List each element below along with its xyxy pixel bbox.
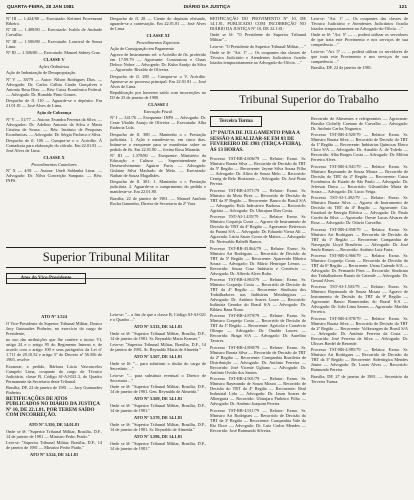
- section-heading: ATO Nº 3.533, DE 14.1.81: [133, 324, 183, 329]
- column-5: [6, 312, 102, 496]
- paragraph: Onde se lê: "O Presidente do Superior Tribunal Militar"...: [210, 32, 306, 43]
- bold-heading: 17ª PAUTA DE JULGAMENTO PARA A SESSÃO A REALIZAR-SE EM 03 DE FEVEREIRO DE 1981 (TERÇA-FEIRA), ÀS 13 HORAS.: [210, 130, 302, 153]
- section-heading: ATO Nº 3.524, DE 14.1.81: [29, 452, 79, 458]
- paragraph: Onde se lê: "Art. 5º — ... poderá utilizar os servidores de que trata este Provimento e nos serviços de sua competência ...": [311, 32, 408, 48]
- paragraph: O Vice-Presidente do Superior Tribunal Militar, Doutor Jacy Guimarães Pinheiro, no exercício do cargo de Presidente,: [6, 321, 102, 336]
- paragraph: Leia-se: "Art. 1º — Os ocupantes das classes de Técnico Judiciário e Atendentes Judiciários ficarão lotados temporariamente no Advogado-do-Oficio. ...": [311, 16, 408, 31]
- paragraph: Leia-se: "... para substituir eventual o Diretor de Secretaria ...": [110, 372, 206, 383]
- paragraph: Processo TST-RR-4.871/79 — Relator: Exmo. Sr. Ministro da Mota Pires — Recorrido de Decisão do TRT da 8ª Região — Recorrente: Banco do Brasil S/A — Advogado: Eulo Indicativo Barbosa — Recorrido: Agrária — Advogado: Dr. Ubirajara Dias Costa.: [210, 187, 306, 213]
- paragraph: Processo TST-RR-4.941/79 — Relator: Exmo. Sr. Ministro Raymundo de Souza Moura — Recorrido de Decisão do TRT da 2ª Região — Recorrente: Caixa Econômica do Estado de São Paulo — Advogado: Dr. Jeferson Dutra — Recorrido: Gilvanildes Maria de Souza — Advogado: Dr. Lucio Veiga.: [311, 163, 408, 194]
- section-subheading: Execução Fiscal: [143, 109, 173, 115]
- section-subtitle-stm: Atos do Vice-Presidente: [6, 273, 86, 284]
- section-heading: ATO Nº 3.567, DE 14.1.81: [133, 354, 183, 360]
- column-6: [110, 312, 206, 496]
- page-header: [6, 4, 408, 14]
- paragraph: Processo TST-RR-4.863/79 — Relator: Exmo. Sr. Ministro Coqueijo Costa — Recorrido de Decisão do TRT da 4ª Região — Recorrente: Sindicato dos Trabalhadores nas Indústrias Metalúrgicas — Advogado: Dr. Antônio Soares Loure — Recorrido: Indústria Gerador do Brasil S/A — Advogado: Dr. Rildaw Rana Nono.: [210, 276, 306, 312]
- section-heading: CLASSE I: [148, 102, 168, 108]
- paragraph: Processo TST-RR-4.958/79 — Relator: Exmo. Sr. Ministro Ari Rodrigues — Recorrido de Decisão do TRT da 1ª Região — Recorrente: Companhia de Navegação Lloyd Brasileiro — Advogado: Dr. José Saulo Ramos — Recorrido: Antônio Luiz Faria.: [311, 226, 408, 252]
- newspaper-page: [6, 4, 408, 496]
- paragraph: Nº III — 1.378/80 — Exequente: Ministério da Educação e Cultura — Superintendente de Desenvolvimento: Aguirre Faria. — Advogado: Gislaine Silva Machado de Melo. — Executado: Nathan de Souza Magalhães.: [110, 152, 206, 178]
- paragraph: Leia-se: "O Presidente do Superior Tribunal Militar, ...": [210, 43, 306, 49]
- paragraph: Onde se lê: "Superior Tribunal Militar, Brasília, D.F., 14 de janeiro de 1981.": [110, 403, 206, 414]
- paragraph: Republicação por haverem saído com incorreções no DJ de 23 de janeiro de 1980.: [110, 90, 206, 101]
- paragraph: Onde se lê: "Superior Tribunal Militar, Brasília, D.F., 14 de janeiro de 1981. Sr. Reynaldo Maria Kramer.": [110, 331, 206, 341]
- section-subtitle-bar: [6, 273, 206, 283]
- section-subheading: Procedimentos Especiais: [136, 40, 180, 45]
- section-subtitle-tst: Terceira Turma: [210, 116, 262, 127]
- paragraph: Processo TST-RR-4.901/79 — Relator: Exmo. Sr. Ministro Raymundo de Souza Moura — Recorrido de Decisão do TRT da 4ª Região — Recorrente: Real Industrial Ltda — Advogado: Dr. Jason Soares de Albergaria — Recorrido: Ubirajara Pinheiro Filho — Advogado: Dr. Antônio Joaquim Pereira.: [210, 376, 306, 407]
- section-heading: ATO Nº 3.570, DE 14.1.81: [133, 415, 183, 421]
- paragraph: Processo TST-RR-4.985/79 — Relator: Exmo. Sr. Ministro Ari Rodrigues — Recorrido de Decisão do TRT da 3ª Região — Recorrente: Siderúrgica Mendes Júnior — Advogado: Dr. Lucas Alves — Recorrido: Raimundo Pereira.: [311, 347, 408, 373]
- paragraph: RETIFICAÇÃO DO PROVIMENTO Nº 10, DE 14.1.81, PUBLICADO COM INCORREÇÃO NO DIÁRIO DA JUSTIÇA Nº 10, DE 22.1.81:: [210, 16, 306, 31]
- section-heading: ATO Nº 3.569, DE 14.1.81: [133, 396, 183, 402]
- paragraph: Despacho de fl. 381: 1. Mantenho o r. Prestação judiciária. 2. Aguarde-se o cumprimento do pedido e manifeste-se. Em 22.01.80.: [110, 179, 206, 195]
- paragraph: Agravo de Instrumento ref. a Acórdão de fls. proferido em 17.09.79 — Agravante: Construtora e Chaas Deloco Nobre — Advogado: Dr. Kuhn Araújo da Silva — Agravado: Rivaldo de Oliveira.: [110, 52, 206, 73]
- paragraph: Despacho de fl. 28 — Ciente do depósito efetuado, aguarde-se a contestação. Em 22.01.81 — José Alves de Lima.: [110, 16, 206, 31]
- column-1: [6, 16, 102, 242]
- paragraph: Onde se lê: "Superior Tribunal Militar, Brasília, D.F., 14 de janeiro de 1981 — Ministro Pedro Prado.": [6, 428, 102, 439]
- paragraph: Processo TST-RR-4.966/79 — Relator: Exmo. Sr. Ministro Coqueijo Costa — Recorrido de Decisão do TRT da 6ª Região — Recorrente: Usina Catende S/A — Advogado: Dr. Fernando Pires — Recorrido: Sindicato dos Trabalhadores Rurais de Catende — Advogado: Dr. Gesual Alves.: [311, 252, 408, 283]
- paragraph: Leia-se: "Superior Tribunal Militar, Brasília, D.F., 14 de janeiro de 1981. Sr. Reynaldo Maria de Almeida.": [110, 342, 206, 353]
- bold-heading: RETIFICAÇÕES DE ATOS PUBLICADOS NO DIÁRIO DA JUSTIÇA Nº 10, DE 22.1.81, POR TEREM SAÍDO COM INCORREÇÃO.: [6, 395, 100, 419]
- paragraph: Processo TST-RR-4.920/79 — Relator: Exmo. Sr. Ministro Barata Silva — Recorrido de Decisão do TRT da 1ª Região — Recorrente: Indústrias Químicas Eletro Cloro S/A — Advogado: Dr. Arnaldo A. de Toledo — Recorrido: Alba Borges Costa — Advogado: Dr. Milton Ferreira Alves.: [311, 132, 408, 163]
- column-7: [210, 130, 306, 496]
- paragraph: Brasília, DF, 22 de janeiro de 1981.: [311, 65, 373, 71]
- paragraph: Nº I — 341/76 — Exequente: INPS — Advogado: Dr. Cesar Ubaldo Araujo de Oliveira — Executada: Alba Estância Ltda.: [110, 115, 206, 131]
- paragraph: Nº III — 1.506/80 — Executado: Lourival de Sousa Lima.: [6, 38, 102, 49]
- paragraph: Onde se lê: "Art. 1º — Os ocupantes das classes de Técnico Judiciário e Atendentes Judiciários ficarão lotados temporariamente no Advogado-do-Oficio. ...": [210, 50, 306, 66]
- paragraph: Nº III — 1.306/80 — Executado: Manoel Sidney Cruz.: [6, 50, 101, 56]
- column-3: [210, 16, 306, 86]
- paragraph: Leia-se: "Superior Tribunal Militar, Brasília, D.F., 14 de janeiro de 1981 — Ministro Pedro Prado.": [6, 440, 102, 451]
- section-heading: ATO Nº 3.350, DE 14.01.81: [28, 421, 80, 427]
- paragraph: Despacho de fl. 280 — Cumpra-se o V. Acórdão. Apense-se ao processo principal. Em 22.01.81 — José Alves de Lima.: [110, 73, 206, 89]
- header-date: QUARTA-FEIRA, 28 JAN 1981: [7, 5, 75, 10]
- paragraph: Nº III — 1.488/80 — Executado: Ivaldo de Andrade Carvalho.: [6, 27, 102, 38]
- paragraph: Despacho de fl. 380 — Mantenho o r. Prestação judiciária. 1. Ação e manifeste-se, em cinco dias. Intime-se o exequente para se manifestar sobre ao pedido de fls. Em 22.01.80 — Jovina Rosa Miranda.: [110, 131, 206, 152]
- paragraph: Ação de Indenização de Desapropriação.: [6, 70, 77, 76]
- section-heading: CLASSE XI: [146, 33, 170, 38]
- paragraph: Brasília, DF, 27 de janeiro de 1981. — Secretário da Terceira Turma.: [311, 373, 408, 384]
- paragraph: Processo TST-RR-4.911/79 — Relator: Exmo. Sr. Ministro Ari Rodrigues — Recorrido de Decisão do TRT da 3ª Região — Recorrente: Companhia Vale do Rio Doce — Advogado: Dr. Luiz Carlos Mendes — Recorrido: José Raimundo Silveira.: [210, 407, 306, 433]
- column-2: [110, 16, 206, 242]
- section-heading: ATO Nº 3.524: [41, 314, 67, 319]
- paragraph: Despacho de fl. 110 — Aguarde-se o depósito. Em 21.01.81 — José Alves de Lima.: [6, 97, 102, 108]
- section-subheading: Procedimentos Cautelares: [31, 162, 77, 168]
- paragraph: Processo TST-RR-4.879/79 — Relator: Exmo. Sr. Ministro Coqueijo Costa — Recorrido de Decisão do TRT da 1ª Região — Recorrente: Agrícola e Comércio Olimpo — Advogado: Dr. Onaldo Loures — Recorrido: Braga S/A — Advogado: Dr. Aurelino Tavares.: [210, 313, 306, 344]
- paragraph: Brasília, DF, 22 de janeiro de 1981. — Jacy Guimarães Pinheiro.: [6, 385, 102, 396]
- paragraph: Onde se lê: "Superior Tribunal Militar, Brasília, D.F., 14 de janeiro de 1981. Gen. Reynaldo de Almeida.": [110, 384, 206, 395]
- header-page-number: 121: [398, 5, 407, 10]
- paragraph: Processo TST-AI-1.435/79 — Relator: Exmo. Sr. Ministro Coqueijo Costa — Agravo de Instrumento de Decisão do TRT da 4ª Região — Agravante: Refrescos do Paraná S/A — Advogado: Dr. Eduardo Vieira Alt — Agravado: Lúcia Sauro Coroo de Mattos — Advogado: Dr. Neriwaldo Baltelli Ramos.: [210, 214, 306, 245]
- section-heading: Ação de Cobrança: [36, 109, 72, 115]
- section-title-tst: Tribunal Superior do Trabalho: [210, 90, 408, 111]
- column-4: [311, 16, 408, 86]
- paragraph: Processo TST-RR-4.606/79 — Relator: Exmo. Sr. Ministro Barata Silva — Recorrido de Decisão do TRT da 5ª Região — Recorrente: Jayme Silva Souza Filho — Advogado: Dr. Alírio de Souza Melo — Recorrido: Cemig de Belo Horizonte — Advogado: Dr. José Pinto Pereira.: [210, 156, 306, 187]
- paragraph: Processo TST-AI-1.503/79 — Relator: Exmo. Sr. Ministro Raymundo de Souza Moura — Agravo de Instrumento de Decisão do TRT da 9ª Região — Agravante: Banco Bamerindus do Brasil S/A — Advogado: Dr. João Lima Santos — Agravado: Marilda Ferreira.: [311, 284, 408, 315]
- paragraph: Exonerar, a pedido, Bárbara Lúcia Vasconcelos Campelo Lima, ocupante do cargo de Técnico Judiciário, classe B, Código SJ-AJ-021.3, do Quadro Permanente da Secretaria deste Tribunal.: [6, 363, 102, 384]
- paragraph: Despacho de fl. 106 — Cumpra-se o v. Acórdão. À Contadoria para elaboração do cálculo. Em 22.01.81 — José Alves de Lima.: [6, 138, 102, 154]
- header-publication: DIÁRIO DA JUSTIÇA: [183, 5, 231, 10]
- paragraph: Nº V — 51/77 — Autora: Evandra Ferreira da Silva. — Advogados: Dr. Adelino Antonio da Silva e Maria Cristina de Sousa. — Réu: Instituto de Pesquisas Econômicas. — Advogado: Dr. Sérgio Pacheco e Silva.: [6, 116, 102, 137]
- paragraph: Onde se lê: "... para substituir o titular do cargo de Secretário ...": [110, 361, 206, 372]
- section-heading: ATO Nº 3.586, DE 14.1.81: [133, 434, 183, 440]
- section-heading: CLASSE V: [43, 57, 65, 63]
- paragraph: Processo TST-RR-43.864/79 — Relator: Exmo. Sr. Ministro Ari Rodrigues — Recorrido de Decisão do TRT da 5ª Região — Recorrente: Aparecido Ribeiro Souza — Advogado: Dr. Mário Henrique Lemos — Recorrido: Souza Cruz Indústria e Comércio — Advogado: Dr. Alfredo Alves Ruba.: [210, 245, 306, 276]
- section-heading: CLASSE X: [43, 155, 65, 161]
- paragraph: Ação de Consignação em Pagamento: [110, 46, 174, 51]
- paragraph: Nº V — 38/79 — Autor: Nilson Rodrigues Dias. — Advogado: Dr. Carlos Calbin Ciarão Gonçalves e Antonio Rosa Dias. — Réu: Caixa Econômica Federal. — Advogado: Dr. Ronaldo Pinto Gomes.: [6, 76, 102, 97]
- paragraph: Processo TST-AI-1.492/79 — Relator: Exmo. Sr. Ministro Barata Silva — Agravo de Instrumento de Decisão do TRT da 4ª Região — Agravante: Cia. Estadual de Energia Elétrica — Advogado: Dr. Paulo Corrêa da Silva — Agravado: Oreste Lucas Alvarez de Rosa — Advogado: Dr. Otávio Carvalho.: [311, 195, 408, 226]
- paragraph: Recorrido de Alimentos e refrigerantes — Agravante: Brasilia Cichelly Caetano de Carvalho — Advogado: Dr. Antônio Carlos Nogueira.: [311, 116, 408, 131]
- paragraph: Onde se lê: "Superior Tribunal Militar, Brasília, D.F., 14 de janeiro de 1981.": [110, 441, 206, 452]
- paragraph: Processo TST-RR-4.978/79 — Relator: Exmo. Sr. Ministro Barata Silva — Recorrido de Decisão do TRT da 2ª Região — Recorrente: Volkswagen do Brasil S/A — Advogado: Dr. Antônio Ferreira da Costa — Recorrido: José Ferreira da Silva — Advogado: Dr. Ulisses Riedel de Resende.: [311, 315, 408, 346]
- paragraph: Processo TST-RR-4.890/79 — Relator: Exmo. Sr. Ministro Barata Silva — Recorrido de Decisão do TRT da 2ª Região — Recorrente: Companhia Brasileira de Distribuição — Advogado: Dr. Antônio Ferreira — Recorrido: José Vicente Ugliano — Advogado: Dr. Antônio Ovídio dos Santos.: [210, 344, 306, 375]
- paragraph: Onde se lê: "Superior Tribunal Militar, Brasília, D.F., 14 de janeiro de 1981. Sr. Reynaldo de Almeida.": [110, 422, 206, 433]
- paragraph: no uso das atribuições que lhe confere o inciso VI, artigo 24 e o artigo 95 do Regimento Interno e, de acordo com o artigo 100 e seus parágrafos da Lei nº 1.711 de 28.10.52 e artigo 5º do Decreto nº 56.506 de 1965, resolve:: [6, 337, 102, 363]
- paragraph: Leia-se: "Art. 5º — ... poderá utilizar os servidores de que trata este Provimento e nos serviços de sua competência ...": [311, 48, 408, 64]
- paragraph: Brasília, 22 de janeiro de 1981. — Manoel Antônio Rocha Gamenbo, Diretor de Secretaria da 2ª Vara.: [110, 195, 206, 206]
- paragraph: Leia-se: "... a fim de que a classe B, Código SJ-AJ-021 e o Quadro ...": [110, 312, 206, 322]
- section-title-stm: Superior Tribunal Militar: [6, 247, 206, 268]
- paragraph: Nº X — 4/81 — Autora: Unefi Saldanha Lima. — Advogado: Dr. Nilva Conceição Sampaio. — Réu: INPS.: [6, 168, 102, 184]
- paragraph: Nº III — 1.424/80 — Executado: Keiimei Provenzani Ribeiro.: [6, 16, 102, 26]
- column-8: [311, 116, 408, 496]
- section-subheading: Ações Ordinárias: [38, 64, 70, 70]
